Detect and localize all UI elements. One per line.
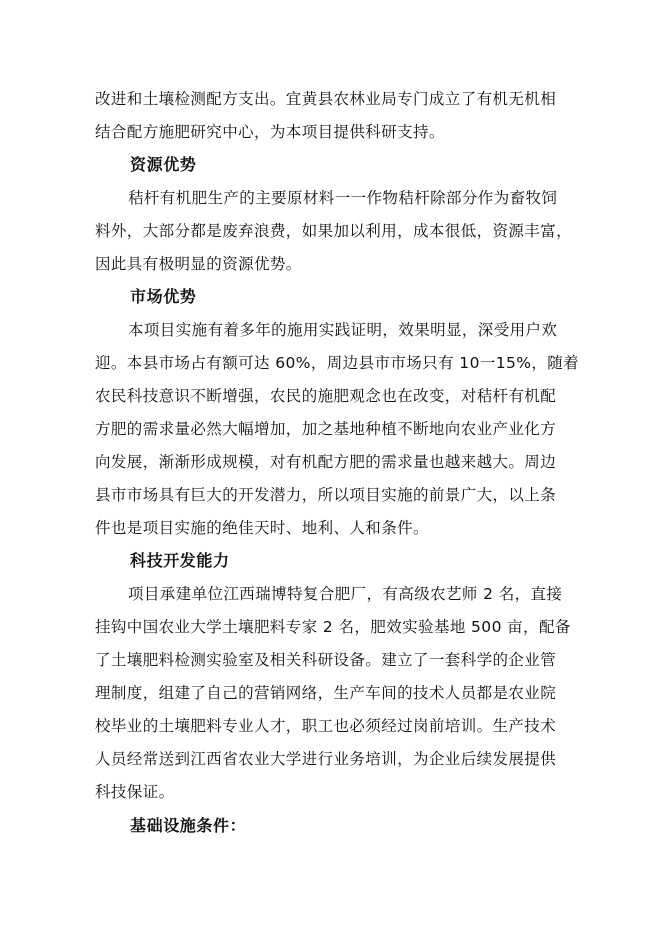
section-heading-resource: 资源优势 — [130, 155, 197, 174]
paragraph-line: 秸杆有机肥生产的主要原材料一一作物秸杆除部分作为畜牧饲 — [128, 189, 558, 207]
paragraph-line: 挂钩中国农业大学土壤肥料专家 2 名，肥效实验基地 500 亩，配备 — [95, 618, 571, 636]
paragraph-line: 项目承建单位江西瑞博特复合肥厂，有高级农艺师 2 名，直接 — [128, 585, 563, 603]
paragraph-line: 科技保证。 — [95, 783, 175, 801]
paragraph-line: 了土壤肥料检测实验室及相关科研设备。建立了一套科学的企业管 — [95, 651, 557, 669]
paragraph-line: 改进和土壤检测配方支出。宜黄县农林业局专门成立了有机无机相 — [95, 90, 557, 108]
paragraph-line: 校毕业的土壤肥料专业人才，职工也必须经过岗前培训。生产技术 — [95, 717, 557, 735]
paragraph-line: 迎。本县市场占有额可达 60%，周边县市市场只有 10一15%，随着 — [95, 354, 580, 372]
paragraph-line: 理制度，组建了自己的营销网络，生产车间的技术人员都是农业院 — [95, 684, 557, 702]
paragraph-line: 因此具有极明显的资源优势。 — [95, 255, 302, 273]
paragraph-line: 件也是项目实施的绝佳天时、地利、人和条件。 — [95, 519, 429, 537]
paragraph-line: 农民科技意识不断增强，农民的施肥观念也在改变，对秸杆有机配 — [95, 387, 557, 405]
section-heading-market: 市场优势 — [130, 287, 197, 306]
paragraph-line: 料外，大部分都是废弃浪费，如果加以利用，成本很低，资源丰富， — [95, 222, 573, 240]
section-heading-tech: 科技开发能力 — [130, 551, 230, 570]
paragraph-line: 结合配方施肥研究中心，为本项目提供科研支持。 — [95, 123, 445, 141]
paragraph-line: 本项目实施有着多年的施用实践证明，效果明显，深受用户欢 — [128, 321, 558, 339]
paragraph-line: 人员经常送到江西省农业大学进行业务培训，为企业后续发展提供 — [95, 750, 557, 768]
paragraph-line: 方肥的需求量必然大幅增加，加之基地种植不断地向农业产业化方 — [95, 420, 557, 438]
paragraph-line: 县市市场具有巨大的开发潜力，所以项目实施的前景广大，以上条 — [95, 486, 557, 504]
paragraph-line: 向发展，渐渐形成规模，对有机配方肥的需求量也越来越大。周边 — [95, 453, 557, 471]
section-heading-infrastructure: 基础设施条件： — [130, 816, 247, 835]
